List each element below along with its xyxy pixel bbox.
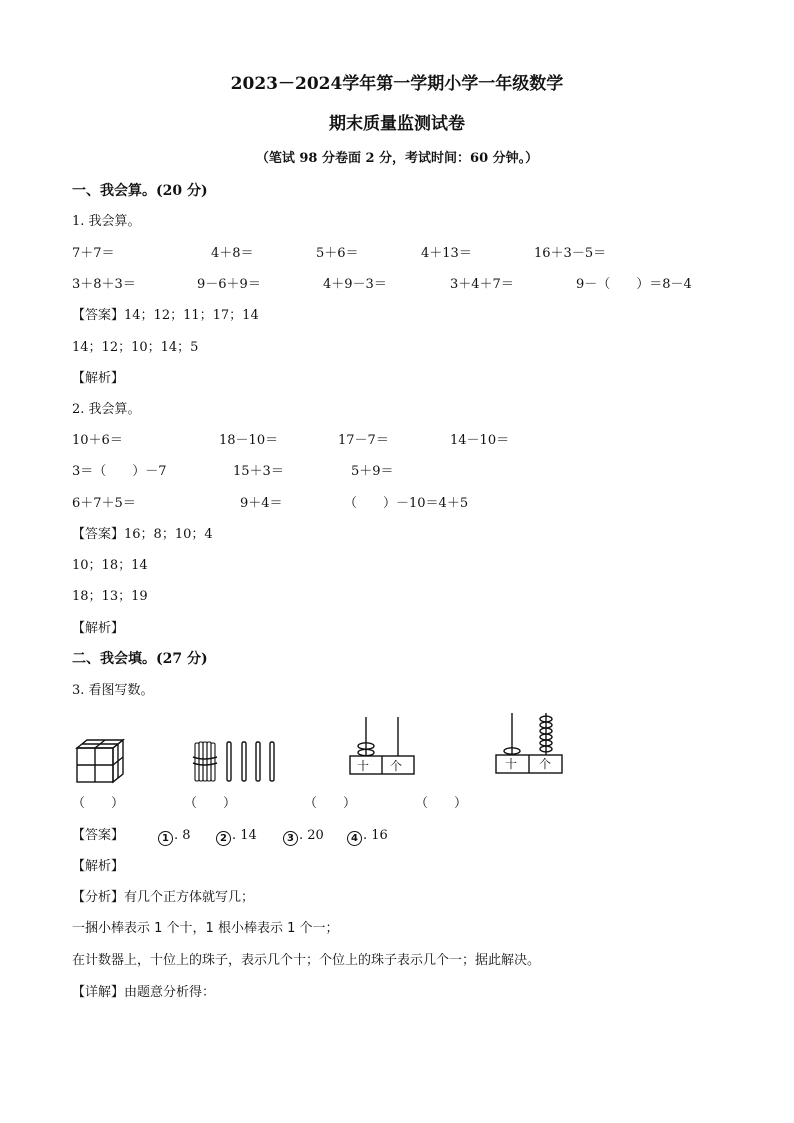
question-prompt: 1. 我会算。 xyxy=(72,214,141,229)
answer-tag: 【答案】 xyxy=(72,308,125,323)
expression: 5＋6＝ xyxy=(316,246,359,261)
expression: 7＋7＝ xyxy=(72,246,115,261)
answer-value: . 16 xyxy=(363,828,388,843)
answer-value: . 20 xyxy=(299,828,324,843)
abacus-tens-label: 十 xyxy=(357,759,370,773)
fenxi-tag: 【分析】 xyxy=(72,890,125,905)
section-heading: 一、我会算。(20 分) xyxy=(72,183,208,199)
sticks-figure xyxy=(193,739,283,784)
expression: 4＋13＝ xyxy=(421,246,472,261)
analysis-tag: 【解析】 xyxy=(72,371,125,386)
answer-blank[interactable]: （ ） xyxy=(304,796,357,811)
expression: 16＋3－5＝ xyxy=(534,246,607,261)
expression: 4＋9－3＝ xyxy=(323,277,387,292)
answer-blank[interactable]: （ ） xyxy=(72,796,125,811)
answer-tag: 【答案】 xyxy=(72,527,125,542)
circled-number: 1 xyxy=(158,831,173,846)
circled-number: 4 xyxy=(347,831,362,846)
cube-figure xyxy=(76,739,126,784)
expression: 6＋7＋5＝ xyxy=(72,496,136,511)
expression: 5＋9＝ xyxy=(351,464,394,479)
answer-item xyxy=(158,829,191,846)
xiangjie-text: 由题意分析得： xyxy=(124,985,216,1000)
answer-blank[interactable]: （ ） xyxy=(415,796,468,811)
answer-tag: 【答案】 xyxy=(72,828,125,843)
expression: 3＝（ ）－7 xyxy=(72,464,167,479)
abacus-ones-label: 个 xyxy=(390,759,403,773)
xiangjie-tag: 【详解】 xyxy=(72,985,125,1000)
analysis-tag: 【解析】 xyxy=(72,621,125,636)
analysis-line: 一捆小棒表示 1 个十，1 根小棒表示 1 个一； xyxy=(72,921,339,936)
answer-row xyxy=(72,528,213,541)
expression: 9－（ ）＝8－4 xyxy=(576,277,692,292)
answer-text: 14；12；10；14；5 xyxy=(72,340,199,355)
answer-item xyxy=(283,829,324,846)
expression: 15＋3＝ xyxy=(233,464,284,479)
answer-item xyxy=(216,829,257,846)
question-prompt: 2. 我会算。 xyxy=(72,402,141,417)
answer-text: 16；8；10；4 xyxy=(124,527,213,542)
section-heading: 二、我会填。(27 分) xyxy=(72,651,208,667)
expression: （ ）－10＝4＋5 xyxy=(344,496,469,511)
page-title: 2023－2024学年第一学期小学一年级数学 xyxy=(230,74,564,94)
abacus-tens-label: 十 xyxy=(505,757,518,771)
expression: 14－10＝ xyxy=(450,433,510,448)
abacus-ones-label: 个 xyxy=(539,757,552,771)
expression: 17－7＝ xyxy=(338,433,389,448)
expression: 9＋4＝ xyxy=(240,496,283,511)
expression: 10＋6＝ xyxy=(72,433,123,448)
expression: 3＋4＋7＝ xyxy=(450,277,514,292)
answer-blank[interactable]: （ ） xyxy=(184,796,237,811)
expression: 4＋8＝ xyxy=(211,246,254,261)
answer-text: 18；13；19 xyxy=(72,589,148,604)
answer-row xyxy=(72,309,259,322)
fenxi-text: 有几个正方体就写几； xyxy=(124,890,255,905)
analysis-line: 在计数器上，十位上的珠子，表示几个十；个位上的珠子表示几个一；据此解决。 xyxy=(72,953,541,968)
page-subtitle: 期末质量监测试卷 xyxy=(329,114,465,134)
expression: 3＋8＋3＝ xyxy=(72,277,136,292)
answer-value: . 8 xyxy=(174,828,191,843)
analysis-tag: 【解析】 xyxy=(72,859,125,874)
expression: 9－6＋9＝ xyxy=(197,277,261,292)
answer-text: 10；18；14 xyxy=(72,558,148,573)
circled-number: 3 xyxy=(283,831,298,846)
expression: 18－10＝ xyxy=(219,433,279,448)
answer-text: 14；12；11；17；14 xyxy=(124,308,259,323)
analysis-line xyxy=(72,891,254,904)
answer-value: . 14 xyxy=(232,828,257,843)
question-prompt: 3. 看图写数。 xyxy=(72,683,154,698)
circled-number: 2 xyxy=(216,831,231,846)
detail-line xyxy=(72,986,215,999)
answer-item xyxy=(347,829,388,846)
exam-note: （笔试 98 分卷面 2 分，考试时间：60 分钟。） xyxy=(255,151,539,166)
